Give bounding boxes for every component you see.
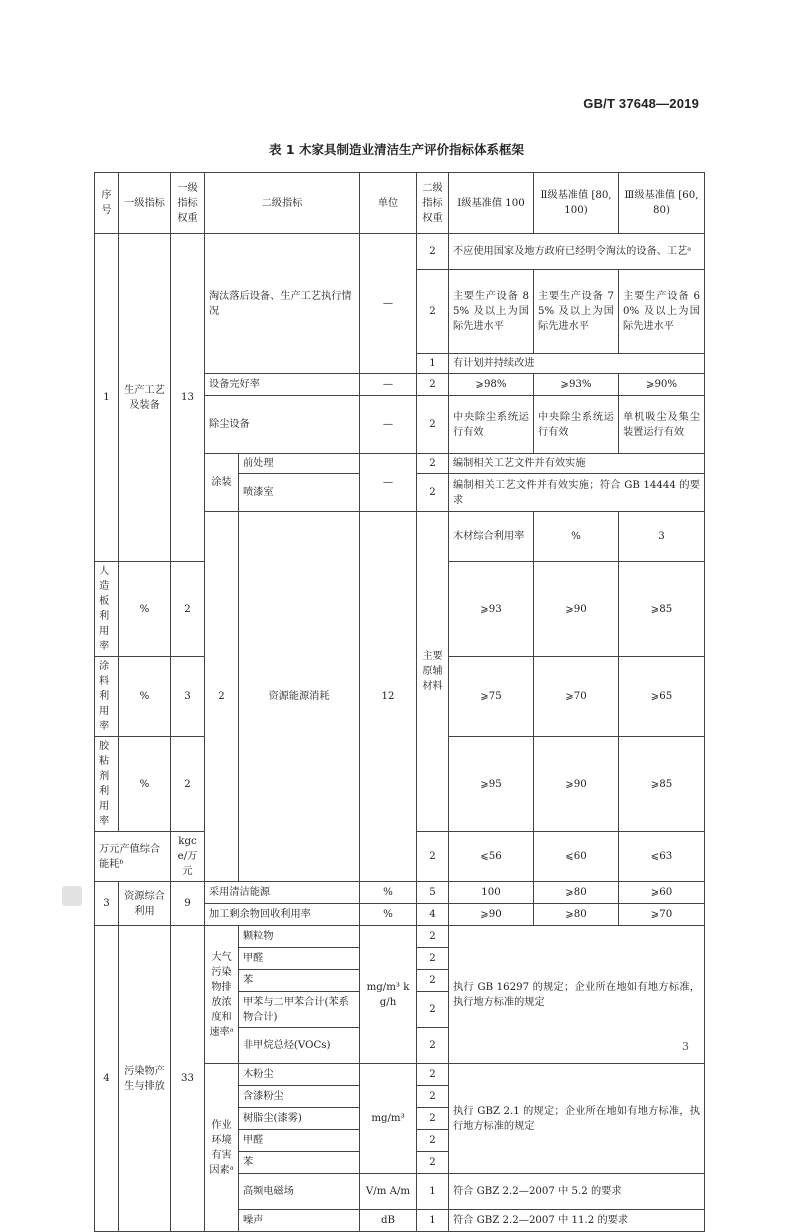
indicator-name: 苯 bbox=[239, 970, 360, 992]
indicator-weight: 2 bbox=[171, 562, 205, 657]
indicator-weight: 2 bbox=[417, 454, 449, 474]
group-seq: 3 bbox=[95, 882, 119, 926]
bench2-value: ⩾93% bbox=[534, 374, 619, 396]
group-name: 资源能源消耗 bbox=[239, 512, 360, 882]
bench1-value: ⩽56 bbox=[449, 832, 534, 882]
evaluation-index-table bbox=[94, 172, 705, 1232]
bench3-value: ⩾85 bbox=[619, 562, 705, 657]
bench2-value: ⩾90 bbox=[534, 737, 619, 832]
indicator-unit: — bbox=[360, 396, 417, 454]
bench1-value: ⩾75 bbox=[449, 657, 534, 737]
indicator-unit: mg/m³ kg/h bbox=[360, 926, 417, 1064]
bench2-value: 中央除尘系统运行有效 bbox=[534, 396, 619, 454]
indicator-requirement: 有计划并持续改进 bbox=[449, 354, 705, 374]
indicator-unit: — bbox=[360, 374, 417, 396]
group-name: 污染物产生与排放 bbox=[119, 926, 171, 1232]
indicator-weight: 2 bbox=[417, 970, 449, 992]
col-bench3: Ⅲ级基准值 [60,80) bbox=[619, 173, 705, 234]
indicator-name: 苯 bbox=[239, 1152, 360, 1174]
indicator-name: 噪声 bbox=[239, 1210, 360, 1232]
indicator-name: 木材综合利用率 bbox=[449, 512, 534, 562]
subgroup-name: 主要原辅材料 bbox=[417, 512, 449, 832]
col-seq: 序号 bbox=[95, 173, 119, 234]
col-unit: 单位 bbox=[360, 173, 417, 234]
indicator-unit: dB bbox=[360, 1210, 417, 1232]
indicator-unit: % bbox=[360, 904, 417, 926]
bench3-value: ⩽63 bbox=[619, 832, 705, 882]
subgroup-name: 涂装 bbox=[205, 454, 239, 512]
bench3-value: ⩾70 bbox=[619, 904, 705, 926]
indicator-unit: — bbox=[360, 234, 417, 374]
indicator-weight: 2 bbox=[171, 737, 205, 832]
indicator-weight: 2 bbox=[417, 832, 449, 882]
bench1-value: ⩾93 bbox=[449, 562, 534, 657]
indicator-weight: 1 bbox=[417, 1174, 449, 1210]
indicator-name: 淘汰落后设备、生产工艺执行情况 bbox=[205, 234, 360, 374]
bench2-value: ⩾80 bbox=[534, 904, 619, 926]
bench1-value: 中央除尘系统运行有效 bbox=[449, 396, 534, 454]
indicator-weight: 5 bbox=[417, 882, 449, 904]
subgroup-name: 大气污染物排放浓度和速率ᵃ bbox=[205, 926, 239, 1064]
indicator-requirement: 编制相关工艺文件并有效实施；符合 GB 14444 的要求 bbox=[449, 474, 705, 512]
bench1-value: 100 bbox=[449, 882, 534, 904]
indicator-name: 涂料利用率 bbox=[95, 657, 119, 737]
group-weight: 13 bbox=[171, 234, 205, 562]
indicator-requirement: 编制相关工艺文件并有效实施 bbox=[449, 454, 705, 474]
indicator-weight: 2 bbox=[417, 926, 449, 948]
page-number: 3 bbox=[682, 1040, 689, 1053]
indicator-name: 加工剩余物回收利用率 bbox=[205, 904, 360, 926]
indicator-weight: 2 bbox=[417, 374, 449, 396]
indicator-name: 人造板利用率 bbox=[95, 562, 119, 657]
indicator-unit: % bbox=[119, 562, 171, 657]
col-level2: 二级指标 bbox=[205, 173, 360, 234]
indicator-weight: 2 bbox=[417, 1064, 449, 1086]
group-weight: 12 bbox=[360, 512, 417, 882]
indicator-weight: 2 bbox=[417, 270, 449, 354]
indicator-name: 胶粘剂利用率 bbox=[95, 737, 119, 832]
indicator-unit: mg/m³ bbox=[360, 1064, 417, 1174]
indicator-name: 采用清洁能源 bbox=[205, 882, 360, 904]
bench2-value: 主要生产设备 75% 及以上为国际先进水平 bbox=[534, 270, 619, 354]
bench1-value: ⩾95 bbox=[449, 737, 534, 832]
table-caption: 表 1 木家具制造业清洁生产评价指标体系框架 bbox=[269, 142, 524, 157]
indicator-requirement: 执行 GBZ 2.1 的规定；企业所在地如有地方标准，执行地方标准的规定 bbox=[449, 1064, 705, 1174]
col-level1: 一级指标 bbox=[119, 173, 171, 234]
group-weight: 33 bbox=[171, 926, 205, 1232]
bench3-value: ⩾90% bbox=[619, 374, 705, 396]
bench1-value: 主要生产设备 85% 及以上为国际先进水平 bbox=[449, 270, 534, 354]
group-weight: 9 bbox=[171, 882, 205, 926]
page-side-marker bbox=[62, 886, 82, 906]
indicator-unit: — bbox=[360, 454, 417, 512]
indicator-name: 非甲烷总烃(VOCs) bbox=[239, 1028, 360, 1064]
indicator-weight: 2 bbox=[417, 992, 449, 1028]
bench3-value: 单机吸尘及集尘装置运行有效 bbox=[619, 396, 705, 454]
indicator-name: 万元产值综合能耗ᵇ bbox=[95, 832, 171, 882]
table-row bbox=[95, 882, 705, 904]
indicator-name: 除尘设备 bbox=[205, 396, 360, 454]
indicator-weight: 3 bbox=[171, 657, 205, 737]
indicator-weight: 4 bbox=[417, 904, 449, 926]
indicator-name: 甲醛 bbox=[239, 948, 360, 970]
indicator-name: 喷漆室 bbox=[239, 474, 360, 512]
indicator-name: 高频电磁场 bbox=[239, 1174, 360, 1210]
bench3-value: ⩾85 bbox=[619, 737, 705, 832]
bench3-value: ⩾65 bbox=[619, 657, 705, 737]
group-seq: 2 bbox=[205, 512, 239, 882]
col-weight1: 一级指标权重 bbox=[171, 173, 205, 234]
indicator-weight: 2 bbox=[417, 474, 449, 512]
header-row bbox=[95, 173, 705, 234]
indicator-requirement: 符合 GBZ 2.2—2007 中 11.2 的要求 bbox=[449, 1210, 705, 1232]
indicator-weight: 1 bbox=[417, 1210, 449, 1232]
bench2-value: ⩾80 bbox=[534, 882, 619, 904]
indicator-requirement: 不应使用国家及地方政府已经明令淘汰的设备、工艺ᵃ bbox=[449, 234, 705, 270]
indicator-name: 甲醛 bbox=[239, 1130, 360, 1152]
group-seq: 1 bbox=[95, 234, 119, 562]
indicator-name: 甲苯与二甲苯合计(苯系物合计) bbox=[239, 992, 360, 1028]
indicator-weight: 3 bbox=[619, 512, 705, 562]
group-seq: 4 bbox=[95, 926, 119, 1232]
indicator-requirement: 执行 GB 16297 的规定；企业所在地如有地方标准，执行地方标准的规定 bbox=[449, 926, 705, 1064]
bench1-value: ⩾98% bbox=[449, 374, 534, 396]
indicator-weight: 1 bbox=[417, 354, 449, 374]
col-weight2: 二级指标权重 bbox=[417, 173, 449, 234]
group-name: 资源综合利用 bbox=[119, 882, 171, 926]
indicator-unit: kgce/万元 bbox=[171, 832, 205, 882]
indicator-unit: % bbox=[119, 737, 171, 832]
bench2-value: ⩽60 bbox=[534, 832, 619, 882]
indicator-weight: 2 bbox=[417, 1130, 449, 1152]
indicator-name: 设备完好率 bbox=[205, 374, 360, 396]
indicator-name: 前处理 bbox=[239, 454, 360, 474]
indicator-weight: 2 bbox=[417, 234, 449, 270]
indicator-unit: % bbox=[360, 882, 417, 904]
indicator-weight: 2 bbox=[417, 1028, 449, 1064]
indicator-unit: V/m A/m bbox=[360, 1174, 417, 1210]
col-bench1: Ⅰ级基准值 100 bbox=[449, 173, 534, 234]
indicator-requirement: 符合 GBZ 2.2—2007 中 5.2 的要求 bbox=[449, 1174, 705, 1210]
table-row bbox=[95, 926, 705, 948]
bench2-value: ⩾90 bbox=[534, 562, 619, 657]
table-row bbox=[95, 234, 705, 270]
indicator-name: 颗粒物 bbox=[239, 926, 360, 948]
indicator-unit: % bbox=[119, 657, 171, 737]
col-bench2: Ⅱ级基准值 [80,100) bbox=[534, 173, 619, 234]
bench3-value: ⩾60 bbox=[619, 882, 705, 904]
bench3-value: 主要生产设备 60% 及以上为国际先进水平 bbox=[619, 270, 705, 354]
indicator-unit: % bbox=[534, 512, 619, 562]
indicator-weight: 2 bbox=[417, 396, 449, 454]
indicator-name: 含漆粉尘 bbox=[239, 1086, 360, 1108]
indicator-weight: 2 bbox=[417, 1108, 449, 1130]
bench2-value: ⩾70 bbox=[534, 657, 619, 737]
bench1-value: ⩾90 bbox=[449, 904, 534, 926]
indicator-weight: 2 bbox=[417, 1152, 449, 1174]
standard-number: GB/T 37648—2019 bbox=[583, 96, 699, 111]
indicator-name: 树脂尘(漆雾) bbox=[239, 1108, 360, 1130]
indicator-name: 木粉尘 bbox=[239, 1064, 360, 1086]
group-name: 生产工艺及装备 bbox=[119, 234, 171, 562]
indicator-weight: 2 bbox=[417, 1086, 449, 1108]
indicator-weight: 2 bbox=[417, 948, 449, 970]
subgroup-name: 作业环境有害因素ᵃ bbox=[205, 1064, 239, 1232]
